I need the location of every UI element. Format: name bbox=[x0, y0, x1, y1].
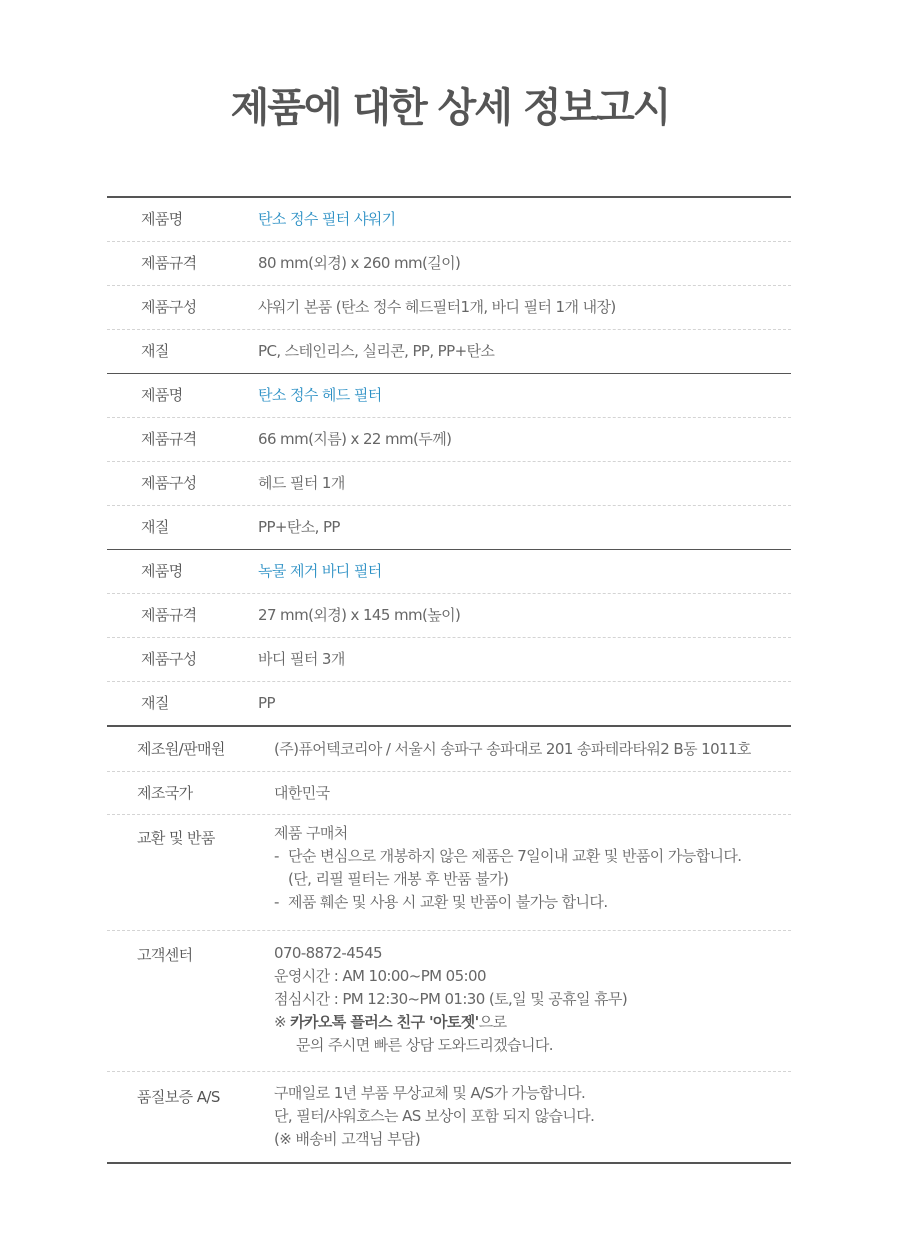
row-value: PP bbox=[258, 694, 275, 712]
product-composition-row bbox=[107, 638, 791, 682]
row-label: 재질 bbox=[141, 694, 169, 712]
warranty-line: 단, 필터/샤워호스는 AS 보상이 포함 되지 않습니다. bbox=[274, 1107, 595, 1125]
country-row bbox=[107, 772, 791, 815]
row-label: 제품규격 bbox=[141, 606, 197, 624]
row-value: 27 mm(외경) x 145 mm(높이) bbox=[258, 606, 461, 624]
row-value: 바디 필터 3개 bbox=[258, 650, 345, 668]
product-name-row bbox=[107, 374, 791, 418]
product-name: 탄소 정수 헤드 필터 bbox=[258, 386, 382, 404]
product-composition-row bbox=[107, 462, 791, 506]
warranty-details bbox=[274, 1082, 594, 1151]
product-name-row bbox=[107, 550, 791, 594]
row-label: 제조원/판매원 bbox=[137, 740, 225, 758]
row-value: (주)퓨어텍코리아 / 서울시 송파구 송파대로 201 송파테라타워2 B동 1011호 bbox=[274, 740, 751, 758]
row-label: 재질 bbox=[141, 518, 169, 536]
exchange-line: (단, 리필 필터는 개봉 후 반품 불가) bbox=[288, 870, 509, 888]
exchange-text: 제품 훼손 및 사용 시 교환 및 반품이 불가능 합니다. bbox=[288, 893, 608, 911]
product-spec-row bbox=[107, 242, 791, 286]
warranty-line: (※ 배송비 고객님 부담) bbox=[274, 1130, 421, 1148]
product-info-table bbox=[107, 196, 791, 1164]
row-value: 대한민국 bbox=[274, 784, 330, 802]
phone-number: 070-8872-4545 bbox=[274, 944, 383, 962]
row-label: 제품구성 bbox=[141, 298, 197, 316]
page-title: 제품에 대한 상세 정보고시 bbox=[230, 85, 670, 131]
row-label: 제품명 bbox=[141, 386, 183, 404]
lunch-hours: 점심시간 : PM 12:30~PM 01:30 (토,일 및 공휴일 휴무) bbox=[274, 990, 628, 1008]
product-material-row bbox=[107, 682, 791, 725]
product-name: 탄소 정수 필터 샤워기 bbox=[258, 210, 396, 228]
product-material-row bbox=[107, 506, 791, 549]
row-value: 80 mm(외경) x 260 mm(길이) bbox=[258, 254, 461, 272]
row-label: 품질보증 A/S bbox=[137, 1088, 220, 1106]
row-label: 제품구성 bbox=[141, 474, 197, 492]
row-label: 제품구성 bbox=[141, 650, 197, 668]
row-value: PP+탄소, PP bbox=[258, 518, 340, 536]
customer-center-details bbox=[274, 942, 627, 1057]
row-label: 고객센터 bbox=[137, 946, 193, 964]
exchange-line: 제품 구매처 bbox=[274, 824, 348, 842]
kakao-note bbox=[274, 1011, 627, 1034]
warranty-row bbox=[107, 1072, 791, 1162]
product-composition-row bbox=[107, 286, 791, 330]
exchange-row bbox=[107, 815, 791, 931]
dash-bullet: - bbox=[274, 893, 279, 911]
maker-row bbox=[107, 727, 791, 772]
row-label: 재질 bbox=[141, 342, 169, 360]
row-label: 제품규격 bbox=[141, 254, 197, 272]
exchange-text: 단순 변심으로 개봉하지 않은 제품은 7일이내 교환 및 반품이 가능합니다. bbox=[288, 847, 742, 865]
product-spec-row bbox=[107, 594, 791, 638]
row-label: 제품명 bbox=[141, 562, 183, 580]
row-value: 샤워기 본품 (탄소 정수 헤드필터1개, 바디 필터 1개 내장) bbox=[258, 298, 616, 316]
reference-mark: ※ bbox=[274, 1013, 286, 1031]
row-label: 교환 및 반품 bbox=[137, 829, 215, 847]
row-value: PC, 스테인리스, 실리콘, PP, PP+탄소 bbox=[258, 342, 495, 360]
row-label: 제품명 bbox=[141, 210, 183, 228]
note-suffix: 으로 bbox=[478, 1013, 507, 1031]
product-spec-row bbox=[107, 418, 791, 462]
table-bottom-border bbox=[107, 1162, 791, 1164]
row-value: 헤드 필터 1개 bbox=[258, 474, 345, 492]
exchange-line bbox=[274, 891, 741, 914]
customer-center-row bbox=[107, 931, 791, 1072]
product-name: 녹물 제거 바디 필터 bbox=[258, 562, 382, 580]
row-label: 제품규격 bbox=[141, 430, 197, 448]
row-value: 66 mm(지름) x 22 mm(두께) bbox=[258, 430, 452, 448]
warranty-line: 구매일로 1년 부품 무상교체 및 A/S가 가능합니다. bbox=[274, 1084, 586, 1102]
dash-bullet: - bbox=[274, 847, 279, 865]
kakao-note-2: 문의 주시면 빠른 상담 도와드리겠습니다. bbox=[296, 1036, 553, 1054]
product-name-row bbox=[107, 198, 791, 242]
operating-hours: 운영시간 : AM 10:00~PM 05:00 bbox=[274, 967, 486, 985]
exchange-line bbox=[274, 845, 741, 868]
row-label: 제조국가 bbox=[137, 784, 193, 802]
exchange-details bbox=[274, 822, 741, 914]
product-material-row bbox=[107, 330, 791, 373]
kakao-channel: 카카오톡 플러스 친구 '아토젯' bbox=[290, 1013, 479, 1031]
